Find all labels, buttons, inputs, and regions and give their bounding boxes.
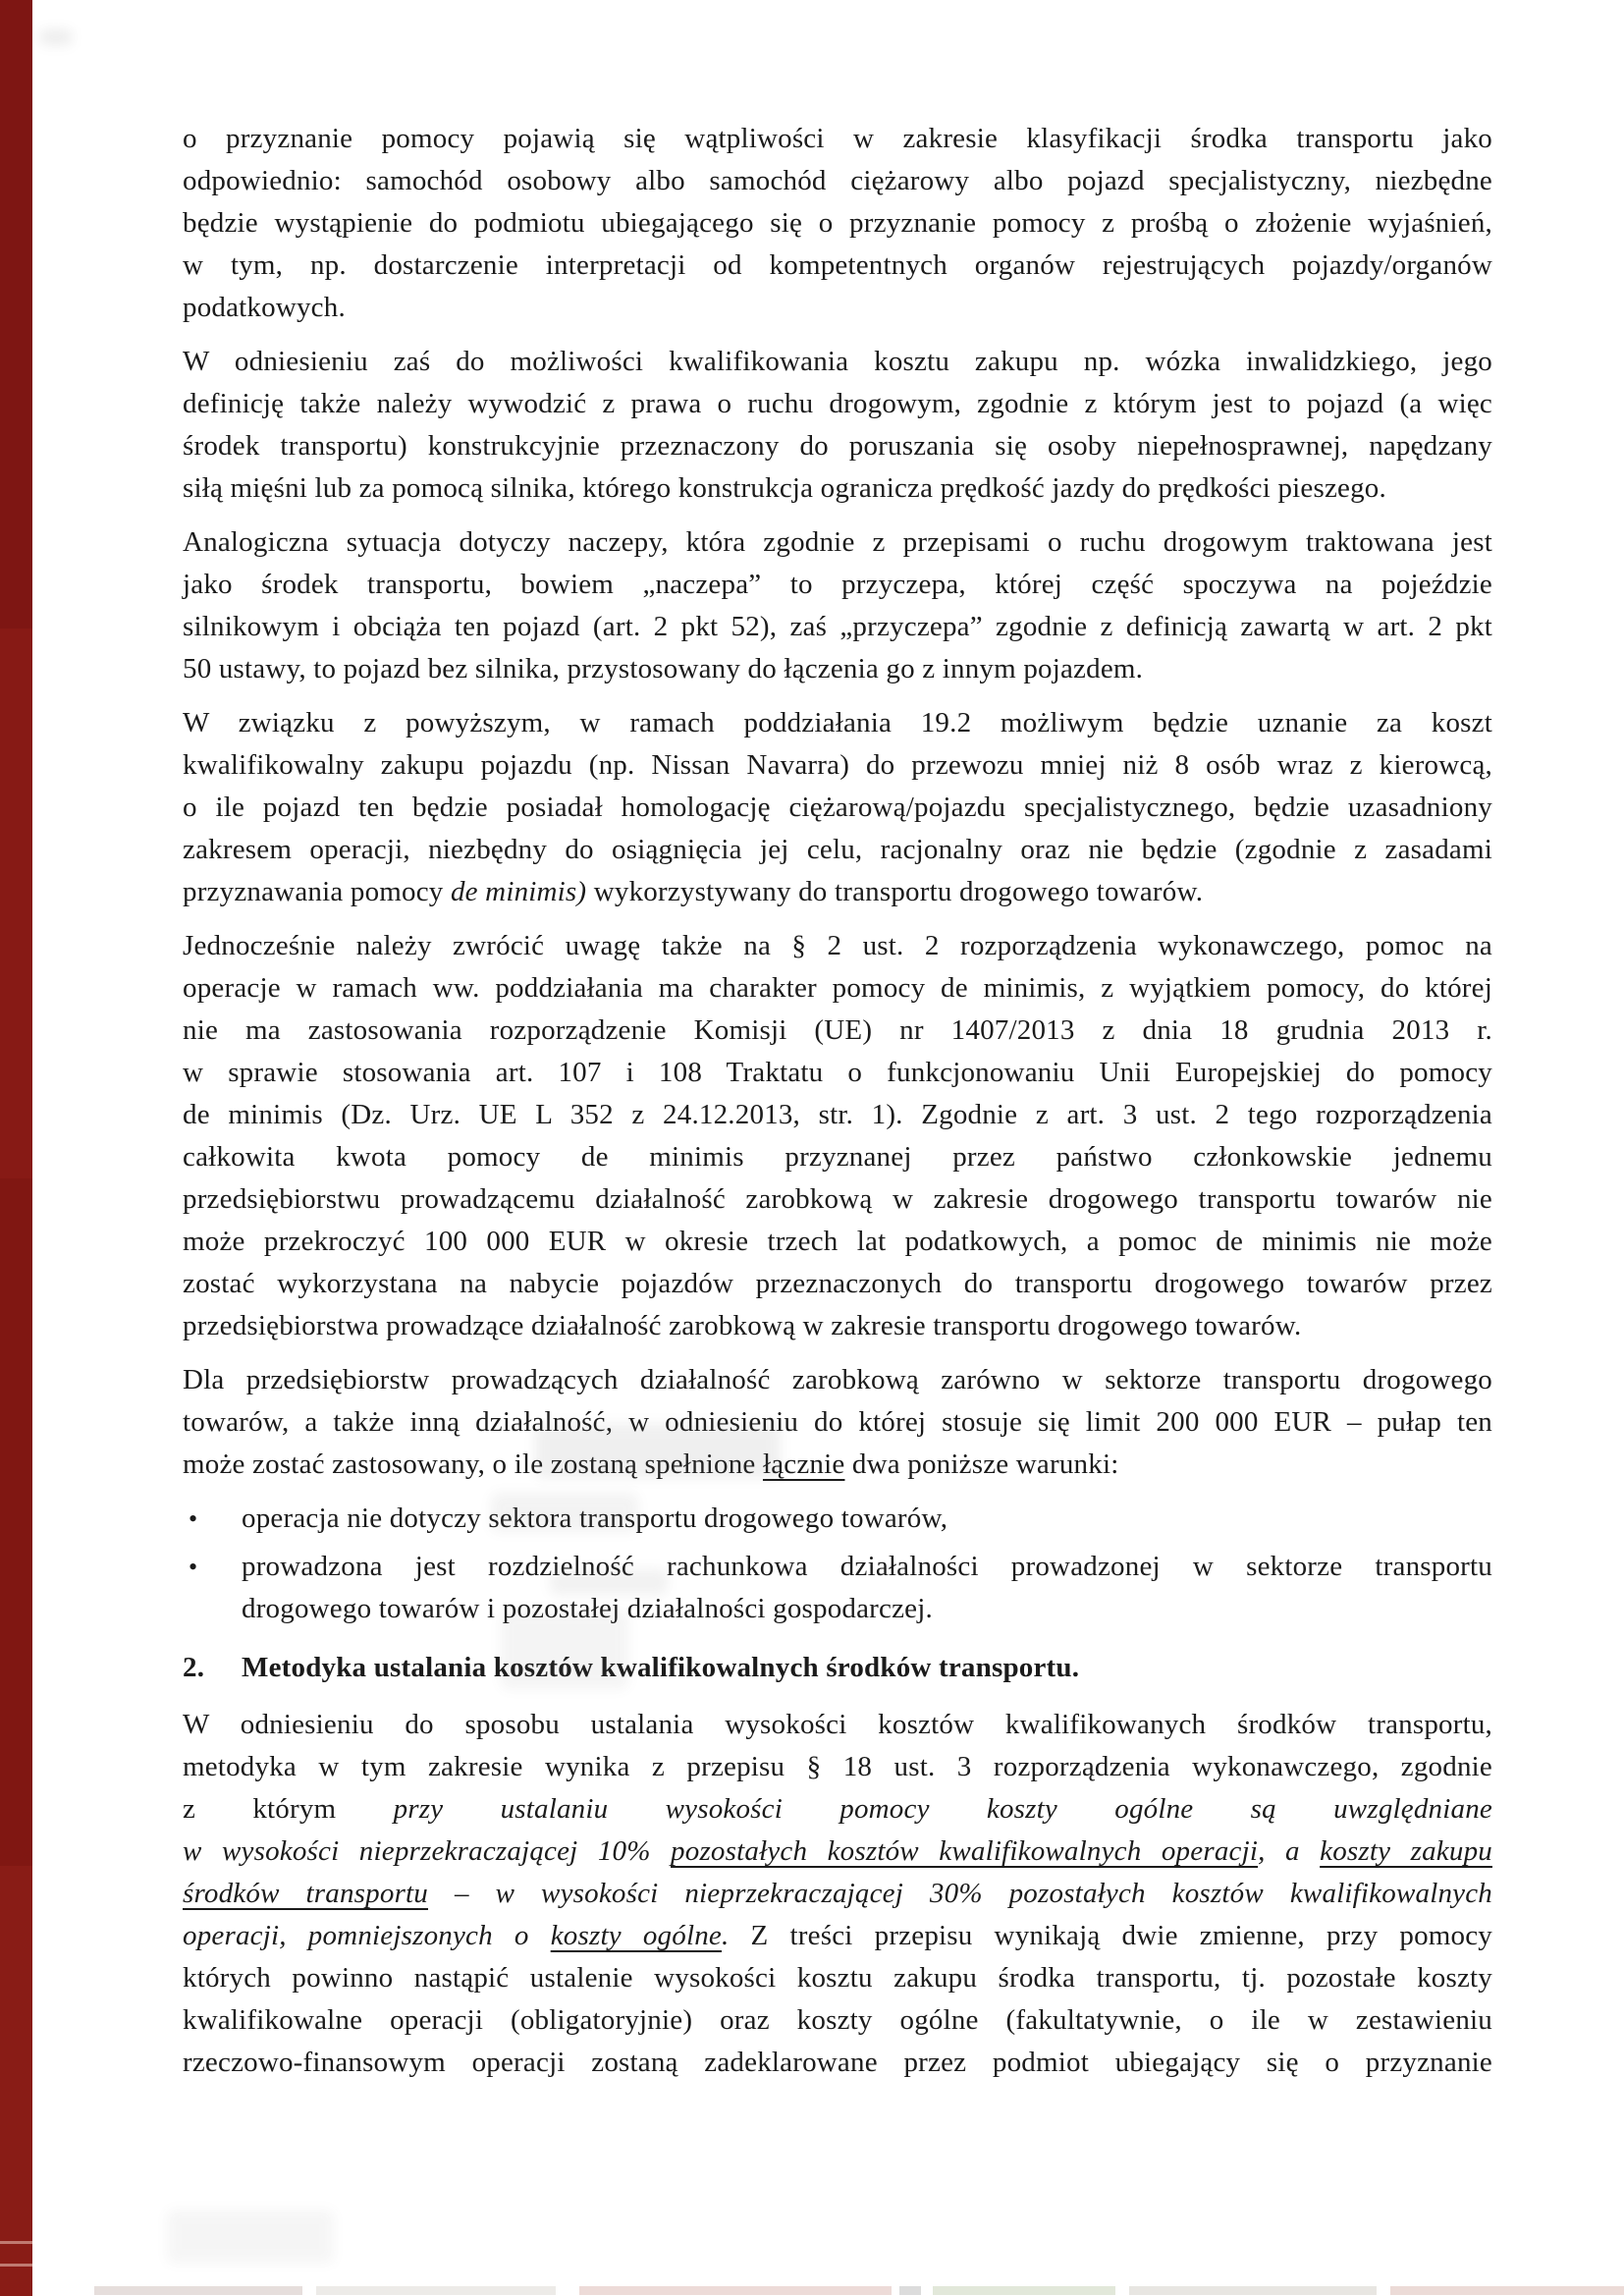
text-line xyxy=(183,1957,1492,1999)
binding-strip-tick xyxy=(0,2241,32,2244)
text-segment: zakresem operacji, niezbędny do osiągnięcia jej celu, racjonalny oraz nie będzie (zgodnie z zasadami xyxy=(183,834,1492,865)
heading-text: Metodyka ustalania kosztów kwalifikowalnych środków transportu. xyxy=(242,1652,1080,1683)
text-line xyxy=(183,1444,1492,1486)
text-segment: siłą mięśni lub za pomocą silnika, którego konstrukcja ogranicza prędkość jazdy do prędkości pieszego. xyxy=(183,472,1386,504)
text-segment: przyznawania pomocy xyxy=(183,876,451,907)
bottom-strip-segment xyxy=(933,2286,1115,2295)
text-line xyxy=(183,871,1492,913)
text-segment: przedsiębiorstwu prowadzącemu działalność zarobkową w zakresie drogowego transportu towarów nie xyxy=(183,1183,1492,1215)
text-segment: w sprawie stosowania art. 107 i 108 Traktatu o funkcjonowaniu Unii Europejskiej do pomocy xyxy=(183,1057,1492,1088)
text-segment: W odniesieniu do sposobu ustalania wysokości kosztów kwalifikowanych środków transportu, xyxy=(183,1709,1492,1740)
text-line xyxy=(183,467,1492,510)
bleed-through-artifact xyxy=(501,1611,628,1689)
text-segment: pozostałych kosztów kwalifikowalnych operacji xyxy=(671,1835,1259,1867)
paragraph xyxy=(183,521,1492,690)
text-line xyxy=(183,1305,1492,1347)
bottom-strip-segment xyxy=(1390,2286,1624,2295)
text-segment: może przekroczyć 100 000 EUR w okresie trzech lat podatkowych, a pomoc de minimis nie może xyxy=(183,1226,1492,1257)
text-segment: koszty zakupu xyxy=(1320,1835,1492,1867)
text-segment: odpowiednio: samochód osobowy albo samochód ciężarowy albo pojazd specjalistyczny, niezbędne xyxy=(183,165,1492,196)
text-line xyxy=(183,1359,1492,1401)
text-line xyxy=(183,383,1492,425)
text-segment: przy ustalaniu wysokości pomocy koszty ogólne są uwzględniane xyxy=(393,1793,1492,1825)
text-line xyxy=(183,1704,1492,1746)
text-line xyxy=(183,1136,1492,1178)
text-segment: prowadzona jest rozdzielność rachunkowa działalności prowadzonej w sektorze transportu xyxy=(242,1551,1492,1582)
text-segment: W związku z powyższym, w ramach poddziałania 19.2 możliwym będzie uznanie za koszt xyxy=(183,707,1492,738)
binding-strip-band xyxy=(0,1866,32,2296)
text-segment: Z treści przepisu wynikają dwie zmienne, przy pomocy xyxy=(750,1920,1493,1951)
text-line xyxy=(242,1546,1492,1588)
text-segment: o przyznanie pomocy pojawią się wątpliwości w zakresie klasyfikacji środka transportu jako xyxy=(183,123,1492,154)
text-segment: 50 ustawy, to pojazd bez silnika, przystosowany do łączenia go z innym pojazdem. xyxy=(183,653,1144,684)
bullet-item xyxy=(183,1498,1492,1540)
text-segment: środek transportu) konstrukcyjnie przeznaczony do poruszania się osoby niepełnosprawnej, napędzany xyxy=(183,430,1492,462)
text-line xyxy=(183,829,1492,871)
text-line xyxy=(183,1831,1492,1873)
bottom-strip-segment xyxy=(579,2286,892,2295)
paragraph xyxy=(183,118,1492,329)
paragraph xyxy=(183,1704,1492,2084)
text-line xyxy=(183,341,1492,383)
text-segment: kwalifikowalne operacji (obligatoryjnie) oraz koszty ogólne (fakultatywnie, o ile w zestawieniu xyxy=(183,2004,1492,2036)
left-edge-binding-strip xyxy=(0,0,32,2296)
text-line xyxy=(183,1788,1492,1831)
text-line xyxy=(183,1221,1492,1263)
text-line xyxy=(183,1746,1492,1788)
section-heading xyxy=(183,1647,1492,1689)
text-line xyxy=(183,1915,1492,1957)
text-segment: w tym, np. dostarczenie interpretacji od kompetentnych organów rejestrujących pojazdy/organów xyxy=(183,249,1492,281)
paragraph xyxy=(183,341,1492,510)
bleed-through-artifact xyxy=(491,1493,638,1532)
text-segment: towarów, a także inną działalność, w odniesieniu do której stosuje się limit 200 000 EUR – pułap ten xyxy=(183,1406,1492,1438)
bottom-strip-segment xyxy=(316,2286,556,2295)
binding-strip-band xyxy=(0,629,32,1178)
text-segment: de minimis (Dz. Urz. UE L 352 z 24.12.2013, str. 1). Zgodnie z art. 3 ust. 2 tego rozporządzenia xyxy=(183,1099,1492,1130)
text-segment: kwalifikowalny zakupu pojazdu (np. Nissan Navarra) do przewozu mniej niż 8 osób wraz z kierowcą, xyxy=(183,749,1492,781)
text-segment: operacji, pomniejszonych o xyxy=(183,1920,551,1951)
paragraph xyxy=(183,925,1492,1347)
text-segment: z którym xyxy=(183,1793,394,1825)
text-line xyxy=(183,1052,1492,1094)
text-segment: będzie wystąpienie do podmiotu ubiegającego się o przyznanie pomocy z prośbą o złożenie wyjaśnień, xyxy=(183,207,1492,239)
text-line xyxy=(183,606,1492,648)
text-segment: metodyka w tym zakresie wynika z przepisu § 18 ust. 3 rozporządzenia wykonawczego, zgodnie xyxy=(183,1751,1492,1782)
bleed-through-artifact xyxy=(535,1424,781,1478)
text-segment: definicję także należy wywodzić z prawa o ruchu drogowym, zgodnie z którym jest to pojazd (a więc xyxy=(183,388,1492,419)
text-line xyxy=(183,2042,1492,2084)
bleed-through-artifact xyxy=(39,29,73,45)
text-line xyxy=(183,744,1492,787)
bullet-marker-icon: • xyxy=(189,1553,198,1581)
bullet-item xyxy=(183,1546,1492,1630)
text-segment: dwa poniższe warunki: xyxy=(844,1449,1119,1480)
text-line xyxy=(183,967,1492,1010)
text-segment: de minimis) xyxy=(450,876,587,907)
text-segment: W odniesieniu zaś do możliwości kwalifikowania kosztu zakupu np. wózka inwalidzkiego, jego xyxy=(183,346,1492,377)
text-line xyxy=(183,287,1492,329)
bottom-strip-segment xyxy=(94,2286,302,2295)
text-segment: zostać wykorzystana na nabycie pojazdów przeznaczonych do transportu drogowego towarów przez xyxy=(183,1268,1492,1299)
bullet-list xyxy=(183,1498,1492,1630)
bullet-item-body xyxy=(242,1546,1492,1630)
binding-strip-band xyxy=(0,1178,32,1866)
text-line xyxy=(183,1999,1492,2042)
text-segment: których powinno nastąpić ustalenie wysokości kosztu zakupu środka transportu, tj. pozostałe koszty xyxy=(183,1962,1492,1994)
text-segment: może zostać zastosowany, o ile zostaną spełnione xyxy=(183,1449,763,1480)
text-segment: całkowita kwota pomocy de minimis przyznanej przez państwo członkowskie jednemu xyxy=(183,1141,1492,1173)
text-line xyxy=(183,1401,1492,1444)
bullet-item-body xyxy=(242,1498,1492,1540)
text-line xyxy=(183,245,1492,287)
text-line xyxy=(242,1588,1492,1630)
text-segment: silnikowym i obciąża ten pojazd (art. 2 pkt 52), zaś „przyczepa” zgodnie z definicją zawartą w art. 2 pkt xyxy=(183,611,1492,642)
text-line xyxy=(183,702,1492,744)
text-segment: o ile pojazd ten będzie posiadał homologację ciężarową/pojazdu specjalistycznego, będzie uzasadniony xyxy=(183,792,1492,823)
bottom-strip-segment xyxy=(899,2286,921,2295)
text-segment: podatkowych. xyxy=(183,292,346,323)
text-segment: operacja nie dotyczy sektora transportu drogowego towarów, xyxy=(242,1503,948,1534)
text-segment: nie ma zastosowania rozporządzenie Komisji (UE) nr 1407/2013 z dnia 18 grudnia 2013 r. xyxy=(183,1014,1492,1046)
text-line xyxy=(183,925,1492,967)
text-line xyxy=(183,1178,1492,1221)
text-segment: operacje w ramach ww. poddziałania ma charakter pomocy de minimis, z wyjątkiem pomocy, do której xyxy=(183,972,1492,1004)
text-line xyxy=(183,118,1492,160)
heading-number: 2. xyxy=(183,1652,205,1683)
text-segment: drogowego towarów i pozostałej działalności gospodarczej. xyxy=(242,1593,933,1624)
text-segment: koszty ogólne xyxy=(550,1920,722,1951)
text-segment: Dla przedsiębiorstw prowadzących działalność zarobkową zarówno w sektorze transportu drogowego xyxy=(183,1364,1492,1395)
binding-strip-band xyxy=(0,0,32,629)
text-line xyxy=(183,425,1492,467)
text-line xyxy=(242,1498,1492,1540)
text-segment: przedsiębiorstwa prowadzące działalność zarobkową w zakresie transportu drogowego towarów. xyxy=(183,1310,1302,1341)
bottom-strip-segment xyxy=(1129,2286,1377,2295)
text-line xyxy=(183,160,1492,202)
text-line xyxy=(183,1010,1492,1052)
paragraph xyxy=(183,1359,1492,1486)
text-segment: . xyxy=(722,1920,751,1951)
text-segment: – w wysokości nieprzekraczającej 30% pozostałych kosztów kwalifikowalnych xyxy=(428,1878,1492,1909)
text-segment: rzeczowo-finansowym operacji zostaną zadeklarowane przez podmiot ubiegający się o przyznanie xyxy=(183,2047,1492,2078)
bleed-through-artifact xyxy=(167,2210,334,2264)
text-line xyxy=(183,1094,1492,1136)
text-line xyxy=(183,521,1492,564)
text-segment: , a xyxy=(1258,1835,1321,1867)
text-segment: Analogiczna sytuacja dotyczy naczepy, która zgodnie z przepisami o ruchu drogowym traktowana jest xyxy=(183,526,1492,558)
text-line xyxy=(183,1873,1492,1915)
text-segment: wykorzystywany do transportu drogowego towarów. xyxy=(586,876,1204,907)
text-segment: łącznie xyxy=(762,1449,845,1480)
text-line xyxy=(183,787,1492,829)
text-segment: jako środek transportu, bowiem „naczepa” to przyczepa, której część spoczywa na pojeździe xyxy=(183,569,1492,600)
text-block xyxy=(183,118,1492,2096)
text-line xyxy=(183,1263,1492,1305)
paragraph xyxy=(183,702,1492,913)
text-line xyxy=(183,202,1492,245)
text-line xyxy=(183,564,1492,606)
text-line xyxy=(183,648,1492,690)
binding-strip-tick xyxy=(0,2264,32,2267)
bleed-through-artifact xyxy=(550,1569,668,1595)
text-segment: środków transportu xyxy=(183,1878,429,1909)
bullet-marker-icon: • xyxy=(189,1504,198,1533)
text-segment: Jednocześnie należy zwrócić uwagę także na § 2 ust. 2 rozporządzenia wykonawczego, pomoc na xyxy=(183,930,1492,961)
text-segment: w wysokości nieprzekraczającej 10% xyxy=(183,1835,672,1867)
